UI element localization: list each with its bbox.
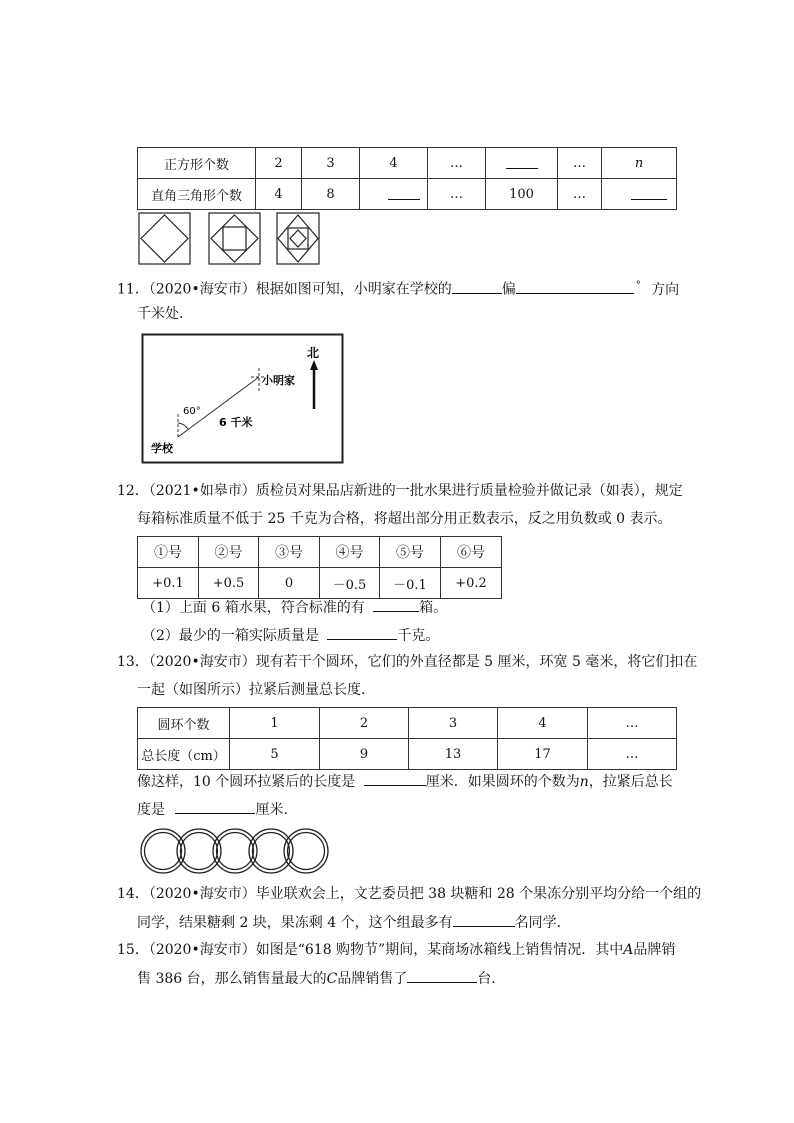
question-text: 厘米．	[255, 802, 298, 818]
table-cell: 2	[256, 148, 302, 179]
question-text: ，拉紧后总长	[588, 774, 673, 790]
question-text: 品牌销	[633, 942, 676, 958]
question-13-line-2	[137, 680, 375, 700]
question-number: 12．	[117, 483, 149, 499]
variable: A	[623, 942, 634, 958]
question-text: 台．	[477, 971, 506, 987]
answer-blank[interactable]	[516, 279, 634, 294]
table-header-row	[138, 537, 502, 568]
row-label: 总长度（cm）	[138, 739, 230, 770]
table-row	[138, 708, 677, 739]
table-cell: 17	[498, 739, 588, 770]
row-label: 直角三角形个数	[138, 179, 256, 210]
question-source: （2020•海安市）	[148, 886, 256, 902]
linked-rings-figure	[140, 826, 330, 876]
variable: n	[579, 774, 589, 790]
table-cell: …	[588, 708, 677, 739]
quality-table	[137, 536, 502, 599]
table-row	[138, 148, 677, 179]
degree-symbol: °	[635, 280, 641, 291]
answer-blank[interactable]	[453, 912, 515, 927]
question-12-line-1	[117, 481, 683, 501]
table-cell: 5	[230, 739, 320, 770]
table-cell: +0.5	[199, 568, 259, 599]
square-figure-2	[209, 213, 260, 264]
question-14-line-1	[117, 884, 701, 904]
pattern-table	[137, 147, 677, 210]
row-label: 圆环个数	[138, 708, 230, 739]
column-header: ①号	[138, 537, 199, 568]
nested-squares-figure	[138, 212, 320, 266]
column-header: ②号	[199, 537, 259, 568]
question-12-sub-1	[142, 597, 447, 618]
question-number: 14．	[117, 886, 149, 902]
answer-blank[interactable]	[364, 771, 426, 786]
answer-blank[interactable]	[175, 799, 255, 814]
question-text: 同学，结果糖剩 2 块，果冻剩 4 个，这个组最多有	[137, 915, 453, 931]
column-header: ⑤号	[380, 537, 441, 568]
table-cell: …	[428, 148, 486, 179]
answer-blank[interactable]	[407, 968, 477, 983]
table-cell: …	[558, 148, 602, 179]
table-cell: n	[602, 148, 677, 179]
table-row	[138, 179, 677, 210]
table-cell: 4	[256, 179, 302, 210]
question-text: （1）上面 6 箱水果，符合标准的有	[142, 600, 365, 616]
table-row	[138, 568, 502, 599]
question-text: 如图是“618 购物节”期间，某商场冰箱线上销售情况．其中	[255, 942, 624, 958]
question-text: 厘米．如果圆环的个数为	[425, 774, 580, 790]
square-figure-1	[139, 213, 190, 264]
question-text: 毕业联欢会上，文艺委员把 38 块糖和 28 个果冻分别平均分给一个组的	[255, 886, 702, 902]
table-cell: 3	[302, 148, 360, 179]
question-13-line-4	[137, 799, 297, 820]
table-cell: +0.2	[441, 568, 502, 599]
question-source: （2021•如皋市）	[148, 483, 256, 499]
angle-label: 60°	[183, 406, 201, 417]
distance-label: 6 千米	[219, 416, 253, 429]
table-cell: 13	[409, 739, 498, 770]
question-text: 度是	[137, 802, 165, 818]
column-header: ④号	[320, 537, 380, 568]
table-row	[138, 739, 677, 770]
question-12-line-2	[137, 509, 672, 529]
question-text: 一起（如图所示）拉紧后测量总长度．	[137, 682, 375, 698]
question-text: 每箱标准质量不低于 25 千克为合格，将超出部分用正数表示，反之用负数或 0 表示。	[137, 511, 672, 527]
question-text: 售 386 台，那么销售量最大的	[137, 971, 327, 987]
question-text: 像这样，10 个圆环拉紧后的长度是	[137, 774, 356, 790]
question-11-line-1	[117, 276, 679, 300]
question-11-line-2	[137, 304, 193, 324]
school-label: 学校	[151, 442, 173, 455]
question-15-line-2	[137, 968, 505, 989]
row-label: 正方形个数	[138, 148, 256, 179]
table-cell: 100	[486, 179, 558, 210]
table-cell: …	[558, 179, 602, 210]
table-cell: 4	[360, 148, 428, 179]
answer-blank[interactable]	[452, 279, 502, 294]
question-text: 品牌销售了	[337, 971, 408, 987]
question-source: （2020•海安市）	[148, 654, 256, 670]
question-text: 方向	[651, 281, 680, 298]
question-number: 15．	[117, 942, 149, 958]
question-text: 名同学．	[514, 915, 571, 931]
column-header: ③号	[259, 537, 320, 568]
question-text: 质检员对果品店新进的一批水果进行质量检验并做记录（如表），规定	[255, 483, 683, 499]
answer-blank[interactable]	[327, 625, 397, 640]
table-cell: －0.1	[380, 568, 441, 599]
angle-arc	[178, 423, 188, 429]
question-text: 千米处．	[137, 306, 193, 322]
table-cell: 9	[320, 739, 409, 770]
question-text: 现有若干个圆环，它们的外直径都是 5 厘米，环宽 5 毫米，将它们扣在	[255, 654, 698, 670]
variable: C	[326, 971, 338, 987]
table-cell: 4	[498, 708, 588, 739]
question-text: 箱。	[419, 600, 448, 616]
question-text: 根据如图可知，小明家在学校的	[255, 281, 452, 298]
answer-blank[interactable]	[373, 597, 419, 612]
answer-blank-cell[interactable]	[602, 179, 677, 210]
question-13-line-1	[117, 652, 697, 672]
question-source: （2020•海安市）	[148, 281, 256, 298]
column-header: ⑥号	[441, 537, 502, 568]
question-13-line-3	[137, 771, 673, 792]
question-12-sub-2	[142, 625, 439, 646]
question-number: 13．	[117, 654, 149, 670]
answer-blank-cell[interactable]	[360, 179, 428, 210]
ring-3	[213, 829, 257, 873]
table-cell: 2	[320, 708, 409, 739]
ring-5	[284, 829, 328, 873]
table-cell: 3	[409, 708, 498, 739]
question-14-line-2	[137, 912, 571, 933]
table-cell: …	[428, 179, 486, 210]
question-text: （2）最少的一箱实际质量是	[142, 628, 319, 644]
table-cell: …	[588, 739, 677, 770]
home-label: 小明家	[262, 374, 295, 387]
table-cell: －0.5	[320, 568, 380, 599]
answer-blank-cell[interactable]	[486, 148, 558, 179]
ring-4	[249, 829, 293, 873]
ring-1	[141, 829, 185, 873]
direction-map-figure	[141, 333, 344, 464]
table-cell: +0.1	[138, 568, 199, 599]
table-cell: 8	[302, 179, 360, 210]
north-arrow-icon	[310, 360, 318, 370]
table-cell: 1	[230, 708, 320, 739]
square-figure-3	[277, 213, 319, 264]
question-15-line-1	[117, 940, 675, 960]
ring-2	[177, 829, 221, 873]
question-number: 11．	[117, 281, 149, 298]
question-source: （2020•海安市）	[148, 942, 256, 958]
north-label: 北	[307, 346, 320, 360]
question-text: 偏	[501, 281, 516, 298]
question-text: 千克。	[397, 628, 440, 644]
ring-length-table	[137, 707, 677, 770]
table-cell: 0	[259, 568, 320, 599]
